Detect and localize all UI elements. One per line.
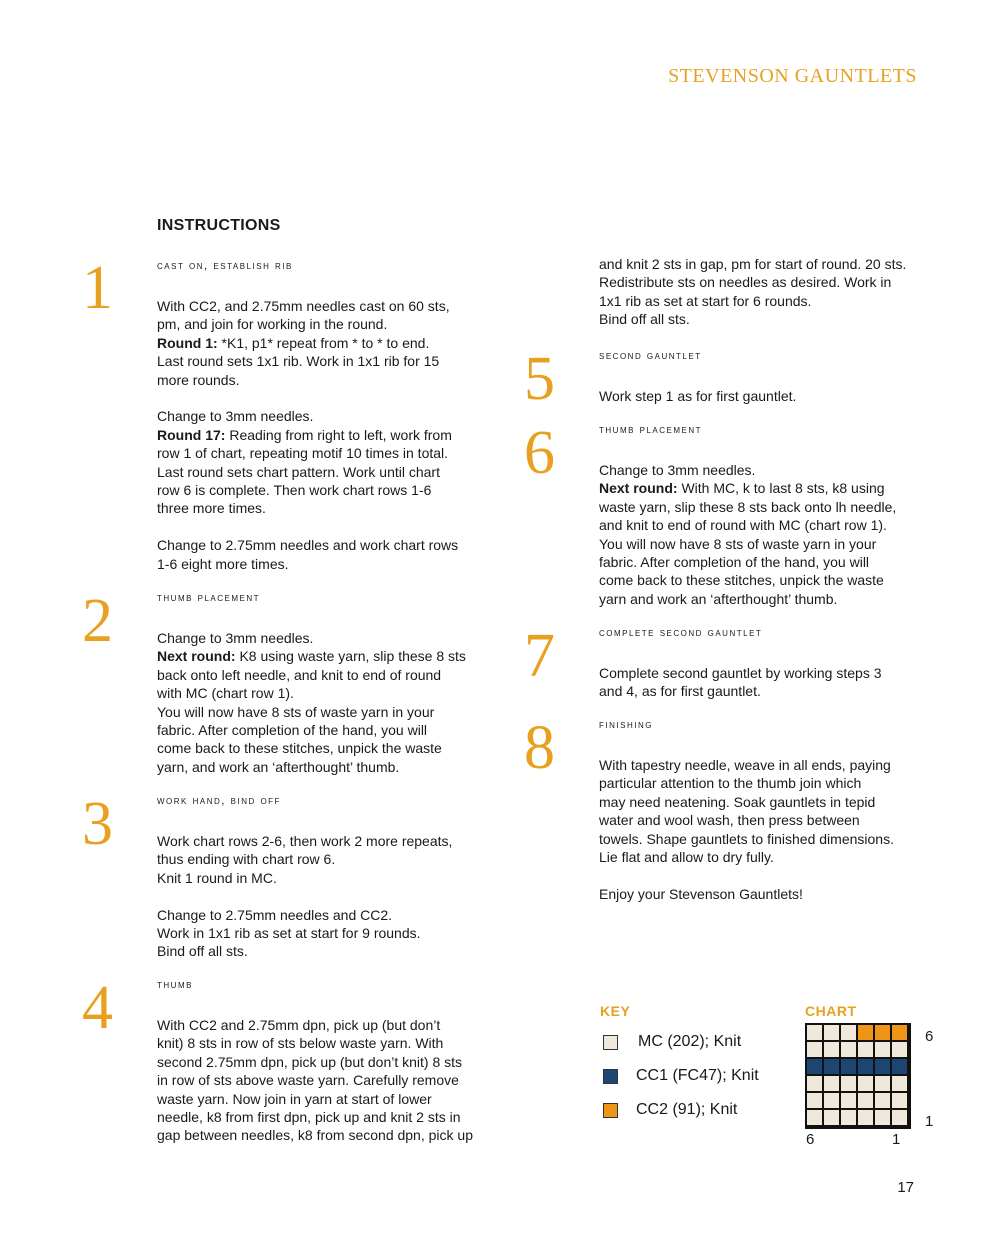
chart-cell xyxy=(841,1076,856,1091)
step-number-4: 4 xyxy=(82,974,113,1042)
step-8-paragraph-2: Enjoy your Stevenson Gauntlets! xyxy=(599,885,803,902)
step-3-paragraph-2: Change to 2.75mm needles and CC2. Work in 1x1 rib as set at start for 9 rounds. Bind off all sts. xyxy=(157,906,421,960)
step-7-block xyxy=(599,625,882,719)
step-8-paragraph-1: With tapestry needle, weave in all ends, paying particular attention to the thumb join which may need neatening. Soak gauntlets in tepid water and wool wash, then press between towels. Shape gauntlets to finished dimensions. Lie flat and allow to dry fully. xyxy=(599,757,894,866)
step-number-7: 7 xyxy=(524,622,555,690)
chart-cell xyxy=(807,1093,822,1108)
instructions-heading: INSTRUCTIONS xyxy=(157,217,281,234)
step-7-paragraph-1: Complete second gauntlet by working steps 3 and 4, as for first gauntlet. xyxy=(599,665,882,700)
chart-cell xyxy=(875,1076,890,1091)
chart-cell xyxy=(841,1059,856,1074)
step-number-1: 1 xyxy=(82,254,113,322)
chart-cell xyxy=(807,1110,822,1125)
chart-cell xyxy=(824,1093,839,1108)
chart-cell xyxy=(824,1042,839,1057)
chart-cell xyxy=(892,1110,907,1125)
step-3-paragraph-1: Work chart rows 2-6, then work 2 more repeats, thus ending with chart row 6. Knit 1 round in MC. xyxy=(157,833,453,886)
step-5-block xyxy=(599,348,796,424)
chart-cell xyxy=(858,1042,873,1057)
step-7-title: complete second gauntlet xyxy=(599,627,763,639)
chart-row-label-top: 6 xyxy=(925,1028,934,1045)
step-8-title: finishing xyxy=(599,719,653,731)
step-1-block xyxy=(157,258,458,591)
step-1-paragraph-2: Change to 3mm needles. Round 17: Reading from right to left, work from row 1 of chart, repeating motif 10 times in total. Last round sets chart pattern. Work until chart row 6 is complete. Then work chart rows 1-6 three more times. xyxy=(157,408,452,517)
step-5-title: second gauntlet xyxy=(599,350,702,362)
chart-cell xyxy=(858,1093,873,1108)
step-2-title: thumb placement xyxy=(157,592,261,604)
chart-cell xyxy=(892,1076,907,1091)
colorwork-chart-grid xyxy=(805,1023,911,1129)
chart-cell xyxy=(875,1025,890,1040)
step-8-block xyxy=(599,717,894,922)
step-6-title: thumb placement xyxy=(599,424,703,436)
book-section-title: STEVENSON GAUNTLETS xyxy=(668,65,917,87)
chart-cell xyxy=(875,1042,890,1057)
step-2-paragraph-1: Change to 3mm needles. Next round: K8 using waste yarn, slip these 8 sts back onto left needle, and knit to end of round with MC (chart row 1). You will now have 8 sts of waste yarn in your fabric. After completion of the hand, you will come back to these stitches, unpick the waste yarn, and work an ‘afterthought’ thumb. xyxy=(157,630,466,775)
chart-cell xyxy=(841,1042,856,1057)
chart-col-label-left: 6 xyxy=(806,1131,815,1148)
key-title: KEY xyxy=(600,1003,631,1019)
step-1-title: cast on, establish rib xyxy=(157,260,293,272)
step-6-block xyxy=(599,422,896,627)
step-4-continued xyxy=(599,255,906,347)
chart-cell xyxy=(858,1076,873,1091)
chart-cell xyxy=(841,1110,856,1125)
step-3-title: work hand, bind off xyxy=(157,795,281,807)
mc-swatch xyxy=(603,1035,618,1050)
step-4-paragraph-continued: and knit 2 sts in gap, pm for start of round. 20 sts. Redistribute sts on needles as desired. Work in 1x1 rib as set at start for 6 rounds. Bind off all sts. xyxy=(599,256,907,328)
chart-cell xyxy=(841,1093,856,1108)
chart-cell xyxy=(807,1042,822,1057)
key-label-cc2: CC2 (91); Knit xyxy=(636,1101,738,1118)
chart-cell xyxy=(875,1110,890,1125)
key-item-mc xyxy=(603,1032,741,1052)
step-4-title: thumb xyxy=(157,979,193,991)
step-number-2: 2 xyxy=(82,587,113,655)
step-number-8: 8 xyxy=(524,714,555,782)
chart-cell xyxy=(875,1059,890,1074)
chart-cell xyxy=(858,1025,873,1040)
step-number-5: 5 xyxy=(524,345,555,413)
step-1-paragraph-3: Change to 2.75mm needles and work chart rows 1-6 eight more times. xyxy=(157,537,459,572)
step-4-paragraph-1: With CC2 and 2.75mm dpn, pick up (but don’t knit) 8 sts in row of sts below waste yarn. With second 2.75mm dpn, pick up (but don’t knit) 8 sts in row of sts above waste yarn. Carefully remove waste yarn. Now join in yarn at start of lower needle, k8 from first dpn, pick up and knit 2 sts in gap between needles, k8 from second dpn, pick up xyxy=(157,1017,473,1144)
step-number-6: 6 xyxy=(524,419,555,487)
chart-cell xyxy=(858,1110,873,1125)
chart-row-label-bottom: 1 xyxy=(925,1113,934,1130)
chart-title: CHART xyxy=(805,1003,857,1019)
step-1-paragraph-1: With CC2, and 2.75mm needles cast on 60 sts, pm, and join for working in the round. Round 1: *K1, p1* repeat from * to * to end. Last round sets 1x1 rib. Work in 1x1 rib for 15 more rounds. xyxy=(157,298,450,388)
step-2-block xyxy=(157,590,466,795)
chart-cell xyxy=(858,1059,873,1074)
step-6-paragraph-1: Change to 3mm needles. Next round: With MC, k to last 8 sts, k8 using waste yarn, slip these 8 sts back onto lh needle, and knit to end of round with MC (chart row 1). You will now have 8 sts of waste yarn in your fabric. After completion of the hand, you will come back to these stitches, unpick the waste yarn and work an ‘afterthought’ thumb. xyxy=(599,462,897,607)
chart-cell xyxy=(892,1042,907,1057)
page-number: 17 xyxy=(897,1179,914,1196)
chart-cell xyxy=(807,1076,822,1091)
step-3-block xyxy=(157,793,452,979)
chart-cell xyxy=(892,1025,907,1040)
chart-cell xyxy=(807,1059,822,1074)
key-label-cc1: CC1 (FC47); Knit xyxy=(636,1067,759,1084)
key-label-mc: MC (202); Knit xyxy=(638,1033,742,1050)
chart-cell xyxy=(892,1093,907,1108)
chart-col-label-right: 1 xyxy=(892,1131,901,1148)
chart-cell xyxy=(807,1025,822,1040)
cc2-swatch xyxy=(603,1103,618,1118)
key-item-cc2 xyxy=(603,1100,737,1120)
cc1-swatch xyxy=(603,1069,618,1084)
step-5-paragraph-1: Work step 1 as for first gauntlet. xyxy=(599,388,797,404)
chart-cell xyxy=(824,1076,839,1091)
chart-cell xyxy=(892,1059,907,1074)
chart-cell xyxy=(824,1059,839,1074)
key-item-cc1 xyxy=(603,1066,759,1086)
chart-cell xyxy=(824,1025,839,1040)
chart-cell xyxy=(824,1110,839,1125)
chart-cell xyxy=(875,1093,890,1108)
step-number-3: 3 xyxy=(82,790,113,858)
step-4-block xyxy=(157,977,473,1163)
chart-cell xyxy=(841,1025,856,1040)
